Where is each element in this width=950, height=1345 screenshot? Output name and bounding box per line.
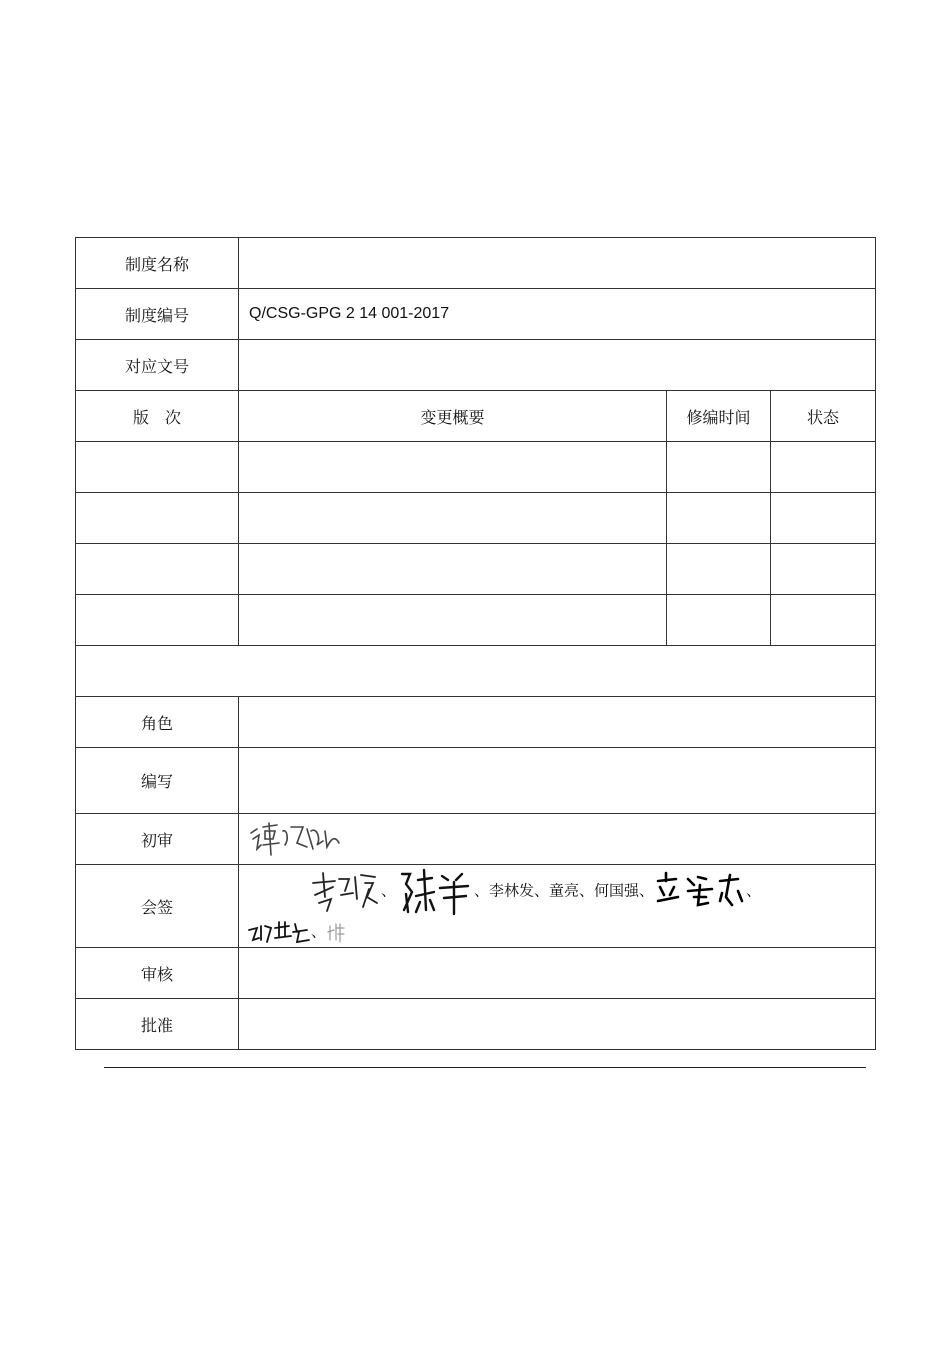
history-row [76,595,876,646]
draft-label: 编写 [76,748,239,814]
history-version [76,544,239,595]
countersign-sep: 、 [746,881,762,900]
history-status [771,544,876,595]
countersign-signature-3 [654,871,746,911]
countersign-cell [239,865,876,948]
history-time [667,442,771,493]
history-summary [239,442,667,493]
history-time [667,493,771,544]
time-header: 修编时间 [667,391,771,442]
history-header [76,391,876,442]
history-summary [239,493,667,544]
history-version [76,595,239,646]
review-label: 初审 [76,814,239,865]
history-summary [239,544,667,595]
spacer-row [76,646,876,697]
row-doc [76,340,876,391]
name-value [239,238,876,289]
review-signature-cell [239,814,876,865]
history-version [76,442,239,493]
history-time [667,595,771,646]
review-signature [247,819,347,859]
summary-header: 变更概要 [239,391,667,442]
footer-divider [104,1067,866,1068]
approval-form [75,237,876,1050]
row-code [76,289,876,340]
countersign-signature-4 [247,918,311,946]
approve-label: 批准 [76,999,239,1050]
role-label: 角色 [76,697,239,748]
history-status [771,595,876,646]
history-status [771,493,876,544]
row-name [76,238,876,289]
row-countersign [76,865,876,948]
countersign-names: 、李林发、童亮、何国强、 [474,881,655,900]
history-status [771,442,876,493]
doc-value [239,340,876,391]
history-row [76,493,876,544]
countersign-label: 会签 [76,865,239,948]
audit-value [239,948,876,999]
countersign-sep: 、 [311,922,327,941]
approve-value [239,999,876,1050]
history-row [76,442,876,493]
countersign-signature-2 [396,866,474,916]
countersign-signature-5 [326,920,348,944]
code-value: Q/CSG-GPG 2 14 001-2017 [239,289,876,340]
row-role [76,697,876,748]
row-draft [76,748,876,814]
code-label: 制度编号 [76,289,239,340]
audit-label: 审核 [76,948,239,999]
history-version [76,493,239,544]
status-header: 状态 [771,391,876,442]
role-value [239,697,876,748]
history-time [667,544,771,595]
row-approve [76,999,876,1050]
row-audit [76,948,876,999]
spacer-cell [76,646,876,697]
countersign-signature-1 [309,869,381,913]
version-header: 版 次 [76,391,239,442]
history-row [76,544,876,595]
history-summary [239,595,667,646]
row-review [76,814,876,865]
doc-label: 对应文号 [76,340,239,391]
countersign-sep: 、 [381,881,397,900]
draft-value [239,748,876,814]
name-label: 制度名称 [76,238,239,289]
